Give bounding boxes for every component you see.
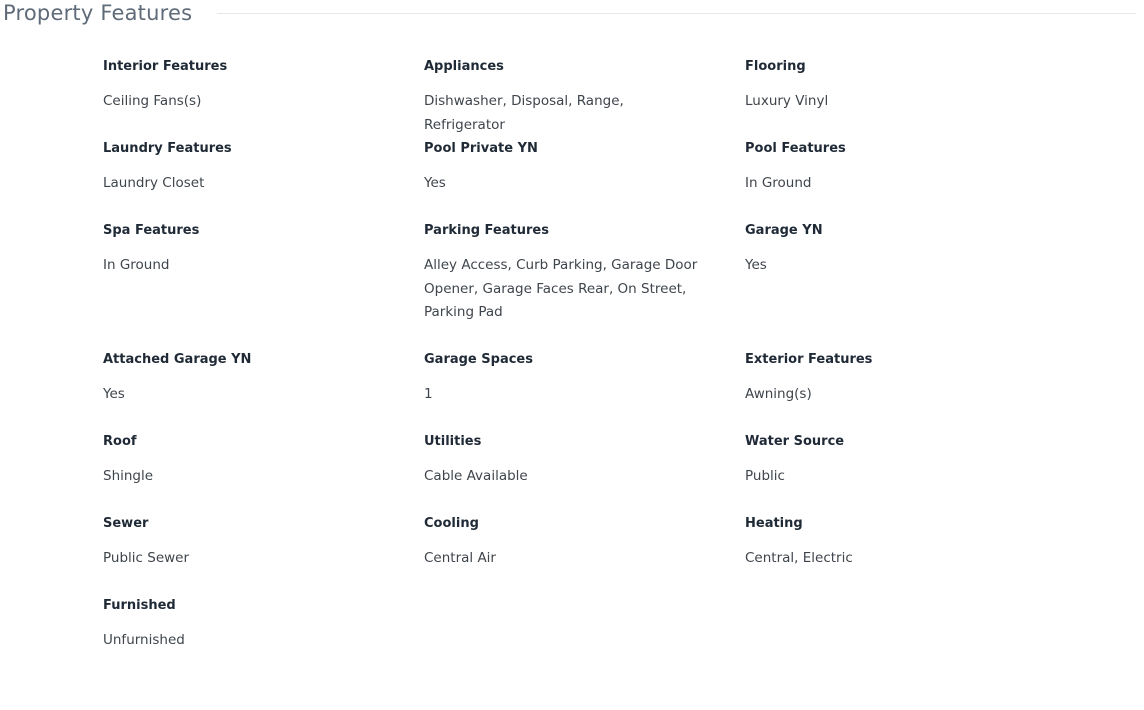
feature-label: Pool Private YN [424, 141, 538, 156]
feature-value: Dishwasher, Disposal, Range, Refrigerator [424, 93, 624, 133]
feature-label: Attached Garage YN [103, 352, 252, 367]
feature-label: Flooring [745, 59, 806, 74]
features-grid [103, 58, 1045, 679]
feature-label: Spa Features [103, 223, 200, 238]
feature-value: Central, Electric [745, 550, 853, 566]
feature-label: Roof [103, 434, 137, 449]
feature-parking-features [424, 222, 745, 351]
feature-cooling [424, 515, 745, 597]
feature-value: In Ground [745, 175, 812, 191]
feature-flooring [745, 58, 1045, 140]
feature-label: Pool Features [745, 141, 846, 156]
feature-pool-features [745, 140, 1045, 222]
feature-value: Cable Available [424, 468, 528, 484]
feature-label: Laundry Features [103, 141, 232, 156]
feature-water-source [745, 433, 1045, 515]
feature-value: Yes [103, 386, 125, 402]
feature-value: Public [745, 468, 785, 484]
feature-label: Furnished [103, 598, 176, 613]
feature-value: Laundry Closet [103, 175, 205, 191]
feature-value: Shingle [103, 468, 154, 484]
feature-label: Cooling [424, 516, 479, 531]
feature-label: Interior Features [103, 59, 228, 74]
feature-label: Sewer [103, 516, 149, 531]
feature-label: Utilities [424, 434, 482, 449]
feature-spa-features [103, 222, 424, 351]
feature-label: Exterior Features [745, 352, 873, 367]
feature-label: Water Source [745, 434, 845, 449]
feature-value: Yes [424, 175, 446, 191]
feature-appliances [424, 58, 745, 140]
feature-value: Awning(s) [745, 386, 812, 402]
section-header [0, 0, 1144, 30]
feature-value: Central Air [424, 550, 496, 566]
feature-sewer [103, 515, 424, 597]
feature-value: 1 [424, 386, 433, 402]
feature-value: Luxury Vinyl [745, 93, 829, 109]
feature-attached-garage-yn [103, 351, 424, 433]
feature-interior-features [103, 58, 424, 140]
feature-label: Garage Spaces [424, 352, 533, 367]
feature-laundry-features [103, 140, 424, 222]
feature-label: Parking Features [424, 223, 549, 238]
feature-label: Garage YN [745, 223, 823, 238]
feature-value: Ceiling Fans(s) [103, 93, 202, 109]
feature-label: Appliances [424, 59, 504, 74]
feature-heating [745, 515, 1045, 597]
feature-furnished [103, 597, 424, 679]
feature-garage-yn [745, 222, 1045, 351]
feature-garage-spaces [424, 351, 745, 433]
feature-value: Unfurnished [103, 632, 185, 648]
section-divider [217, 13, 1136, 14]
feature-value: Alley Access, Curb Parking, Garage Door Opener, Garage Faces Rear, On Street, Parking Pad [424, 257, 698, 320]
feature-pool-private-yn [424, 140, 745, 222]
feature-utilities [424, 433, 745, 515]
feature-value: Yes [745, 257, 767, 273]
feature-exterior-features [745, 351, 1045, 433]
feature-value: In Ground [103, 257, 170, 273]
feature-roof [103, 433, 424, 515]
feature-value: Public Sewer [103, 550, 190, 566]
section-title: Property Features [3, 1, 193, 25]
feature-label: Heating [745, 516, 803, 531]
